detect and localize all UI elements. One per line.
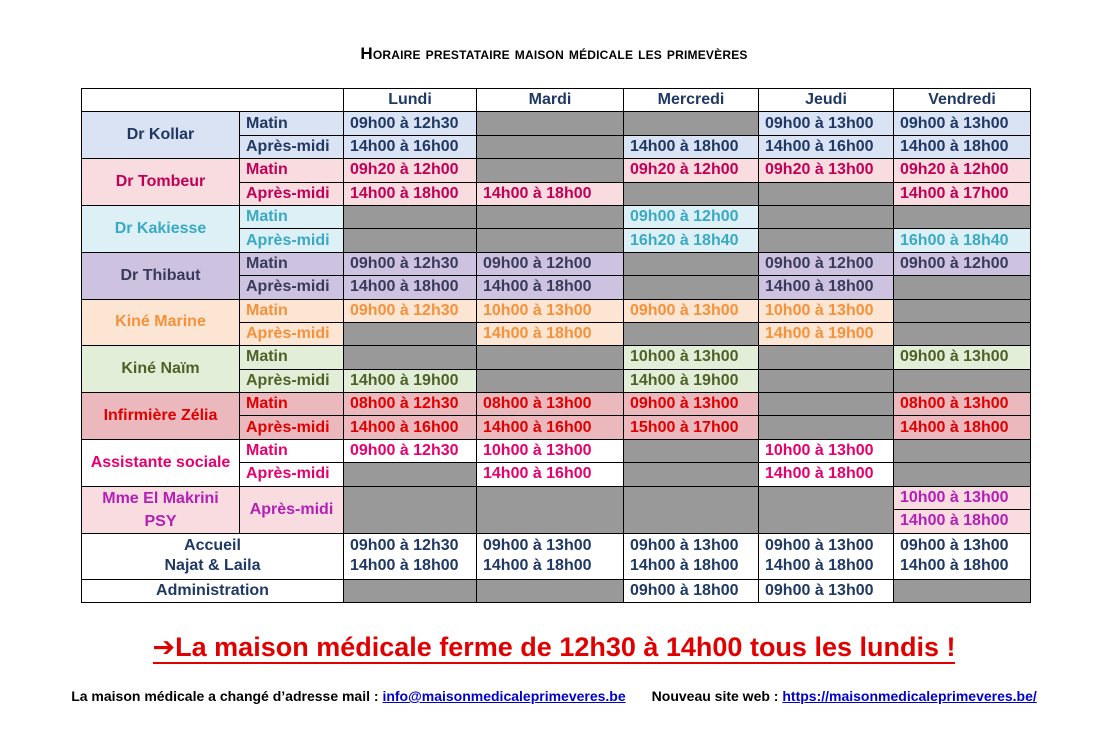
- slot-morning: 09h00 à 13h00: [483, 537, 592, 555]
- day-header: Mardi: [477, 89, 624, 112]
- shift-label: Après-midi: [240, 463, 344, 486]
- empty-cell: [759, 369, 894, 392]
- shift-label: Matin: [240, 159, 344, 182]
- provider-name-line1: Mme El Makrini: [102, 489, 219, 507]
- schedule-cell: 10h00 à 13h00: [894, 486, 1031, 510]
- schedule-cell: 10h00 à 13h00: [477, 439, 624, 462]
- site-link[interactable]: https://maisonmedicaleprimeveres.be/: [782, 688, 1037, 704]
- schedule-cell: 14h00 à 16h00: [759, 135, 894, 158]
- table-row: [82, 579, 1031, 602]
- empty-cell: [894, 322, 1031, 345]
- shift-label: Après-midi: [240, 182, 344, 205]
- schedule-cell: 14h00 à 18h00: [344, 276, 477, 299]
- shift-label: Matin: [240, 252, 344, 275]
- shift-label: Après-midi: [240, 276, 344, 299]
- site-label: Nouveau site web :: [651, 688, 783, 704]
- schedule-cell: 14h00 à 18h00: [477, 276, 624, 299]
- empty-cell: [344, 486, 477, 533]
- slot-afternoon: 14h00 à 18h00: [630, 557, 739, 575]
- slot-morning: 09h00 à 12h30: [350, 537, 459, 555]
- schedule-cell: 09h00 à 13h00: [759, 579, 894, 602]
- table-row: [82, 112, 1031, 135]
- schedule-cell: 10h00 à 13h00: [759, 299, 894, 322]
- table-row: [82, 439, 1031, 462]
- provider-name: Administration: [82, 579, 344, 602]
- schedule-cell: [759, 533, 894, 579]
- empty-cell: [894, 299, 1031, 322]
- schedule-cell: 14h00 à 17h00: [894, 182, 1031, 205]
- provider-name: Kiné Naïm: [82, 346, 240, 393]
- empty-cell: [344, 579, 477, 602]
- schedule-cell: 15h00 à 17h00: [624, 416, 759, 439]
- schedule-cell: 14h00 à 18h00: [624, 135, 759, 158]
- empty-cell: [344, 346, 477, 369]
- schedule-cell: 09h00 à 12h00: [759, 252, 894, 275]
- empty-cell: [759, 346, 894, 369]
- schedule-cell: 09h00 à 13h00: [624, 299, 759, 322]
- schedule-cell: [477, 533, 624, 579]
- empty-cell: [624, 322, 759, 345]
- header-corner: [82, 89, 344, 112]
- provider-name-line2: Najat & Laila: [164, 557, 261, 575]
- empty-cell: [477, 205, 624, 228]
- empty-cell: [759, 182, 894, 205]
- empty-cell: [894, 579, 1031, 602]
- schedule-cell: 09h00 à 13h00: [894, 112, 1031, 135]
- schedule-cell: 09h00 à 13h00: [624, 393, 759, 416]
- schedule-cell: 09h00 à 12h30: [344, 299, 477, 322]
- schedule-cell: 09h20 à 12h00: [894, 159, 1031, 182]
- empty-cell: [759, 486, 894, 533]
- schedule-cell: 09h00 à 12h30: [344, 439, 477, 462]
- empty-cell: [624, 276, 759, 299]
- schedule-cell: 14h00 à 19h00: [759, 322, 894, 345]
- schedule-cell: 14h00 à 18h00: [344, 182, 477, 205]
- closure-text: La maison médicale ferme de 12h30 à 14h00 tous les lundis !: [175, 632, 956, 662]
- empty-cell: [759, 393, 894, 416]
- empty-cell: [894, 276, 1031, 299]
- table-row: [82, 486, 1031, 510]
- schedule-cell: 14h00 à 16h00: [344, 416, 477, 439]
- provider-name: Kiné Marine: [82, 299, 240, 346]
- shift-label: Après-midi: [240, 322, 344, 345]
- slot-afternoon: 14h00 à 18h00: [900, 557, 1009, 575]
- empty-cell: [894, 463, 1031, 486]
- empty-cell: [624, 439, 759, 462]
- provider-name: Infirmière Zélia: [82, 393, 240, 440]
- day-header: Mercredi: [624, 89, 759, 112]
- schedule-cell: 09h00 à 13h00: [894, 346, 1031, 369]
- shift-label: Matin: [240, 439, 344, 462]
- schedule-cell: 09h20 à 12h00: [344, 159, 477, 182]
- shift-label: Matin: [240, 112, 344, 135]
- provider-name: [82, 486, 240, 533]
- provider-name-line1: Accueil: [184, 537, 241, 555]
- schedule-cell: 14h00 à 16h00: [477, 416, 624, 439]
- schedule-cell: 14h00 à 18h00: [477, 322, 624, 345]
- shift-label: Matin: [240, 393, 344, 416]
- table-row: [82, 205, 1031, 228]
- schedule-cell: 09h00 à 13h00: [759, 112, 894, 135]
- schedule-cell: 09h00 à 12h00: [624, 205, 759, 228]
- schedule-cell: 14h00 à 18h00: [759, 276, 894, 299]
- day-header: Lundi: [344, 89, 477, 112]
- table-row: [82, 533, 1031, 579]
- header-row: [82, 89, 1031, 112]
- empty-cell: [344, 322, 477, 345]
- schedule-cell: 14h00 à 18h00: [477, 182, 624, 205]
- schedule-cell: 16h00 à 18h40: [894, 229, 1031, 252]
- empty-cell: [624, 463, 759, 486]
- provider-name: Dr Kollar: [82, 112, 240, 159]
- schedule-cell: 14h00 à 19h00: [624, 369, 759, 392]
- schedule-cell: [624, 533, 759, 579]
- shift-label: Après-midi: [240, 135, 344, 158]
- empty-cell: [477, 112, 624, 135]
- table-row: [82, 159, 1031, 182]
- empty-cell: [477, 135, 624, 158]
- empty-cell: [477, 346, 624, 369]
- provider-name: Dr Tombeur: [82, 159, 240, 206]
- empty-cell: [894, 369, 1031, 392]
- shift-label: Après-midi: [240, 369, 344, 392]
- schedule-cell: 14h00 à 18h00: [894, 510, 1031, 534]
- empty-cell: [344, 229, 477, 252]
- slot-morning: 09h00 à 13h00: [630, 537, 739, 555]
- schedule-cell: [344, 533, 477, 579]
- schedule-cell: 09h00 à 12h30: [344, 112, 477, 135]
- schedule-cell: 08h00 à 12h30: [344, 393, 477, 416]
- table-row: [82, 252, 1031, 275]
- empty-cell: [344, 205, 477, 228]
- schedule-cell: 16h20 à 18h40: [624, 229, 759, 252]
- schedule-cell: 09h20 à 13h00: [759, 159, 894, 182]
- empty-cell: [624, 486, 759, 533]
- empty-cell: [477, 486, 624, 533]
- empty-cell: [759, 205, 894, 228]
- schedule-cell: [894, 533, 1031, 579]
- closure-banner: [0, 632, 1108, 663]
- schedule-cell: 14h00 à 18h00: [894, 416, 1031, 439]
- shift-label: Matin: [240, 346, 344, 369]
- empty-cell: [759, 229, 894, 252]
- slot-afternoon: 14h00 à 18h00: [765, 557, 874, 575]
- table-row: [82, 393, 1031, 416]
- shift-label: Après-midi: [240, 229, 344, 252]
- provider-name: Dr Kakiesse: [82, 205, 240, 252]
- schedule-cell: 10h00 à 13h00: [477, 299, 624, 322]
- empty-cell: [624, 252, 759, 275]
- page-title: Horaire prestataire maison médicale les primevères: [360, 44, 748, 63]
- schedule-table: [81, 88, 1031, 603]
- empty-cell: [624, 112, 759, 135]
- provider-name: [82, 533, 344, 579]
- schedule-cell: 09h20 à 12h00: [624, 159, 759, 182]
- provider-name: Dr Thibaut: [82, 252, 240, 299]
- shift-label: Matin: [240, 299, 344, 322]
- mail-label: La maison médicale a changé d’adresse mail :: [71, 688, 383, 704]
- schedule-cell: 10h00 à 13h00: [624, 346, 759, 369]
- shift-label: Après-midi: [240, 486, 344, 533]
- empty-cell: [624, 182, 759, 205]
- arrow-right-icon: ➔: [152, 632, 176, 662]
- empty-cell: [759, 416, 894, 439]
- schedule-cell: 14h00 à 16h00: [477, 463, 624, 486]
- schedule-cell: 09h00 à 12h00: [477, 252, 624, 275]
- schedule-cell: 08h00 à 13h00: [894, 393, 1031, 416]
- provider-name: Assistante sociale: [82, 439, 240, 486]
- slot-morning: 09h00 à 13h00: [900, 537, 1009, 555]
- table-row: [82, 299, 1031, 322]
- schedule-cell: 14h00 à 18h00: [894, 135, 1031, 158]
- day-header: Vendredi: [894, 89, 1031, 112]
- mail-link[interactable]: info@maisonmedicaleprimeveres.be: [382, 688, 626, 704]
- slot-afternoon: 14h00 à 18h00: [483, 557, 592, 575]
- empty-cell: [477, 229, 624, 252]
- shift-label: Après-midi: [240, 416, 344, 439]
- table-row: [82, 346, 1031, 369]
- schedule-cell: 14h00 à 18h00: [759, 463, 894, 486]
- schedule-cell: 08h00 à 13h00: [477, 393, 624, 416]
- shift-label: Matin: [240, 205, 344, 228]
- schedule-cell: 09h00 à 12h00: [894, 252, 1031, 275]
- schedule-cell: 09h00 à 12h30: [344, 252, 477, 275]
- schedule-cell: 09h00 à 18h00: [624, 579, 759, 602]
- slot-morning: 09h00 à 13h00: [765, 537, 874, 555]
- empty-cell: [477, 369, 624, 392]
- empty-cell: [477, 579, 624, 602]
- slot-afternoon: 14h00 à 18h00: [350, 557, 459, 575]
- schedule-cell: 14h00 à 16h00: [344, 135, 477, 158]
- schedule-cell: 14h00 à 19h00: [344, 369, 477, 392]
- footer: [0, 688, 1108, 704]
- provider-name-line2: PSY: [144, 512, 177, 530]
- day-header: Jeudi: [759, 89, 894, 112]
- empty-cell: [894, 439, 1031, 462]
- empty-cell: [477, 159, 624, 182]
- empty-cell: [894, 205, 1031, 228]
- empty-cell: [344, 463, 477, 486]
- schedule-cell: 10h00 à 13h00: [759, 439, 894, 462]
